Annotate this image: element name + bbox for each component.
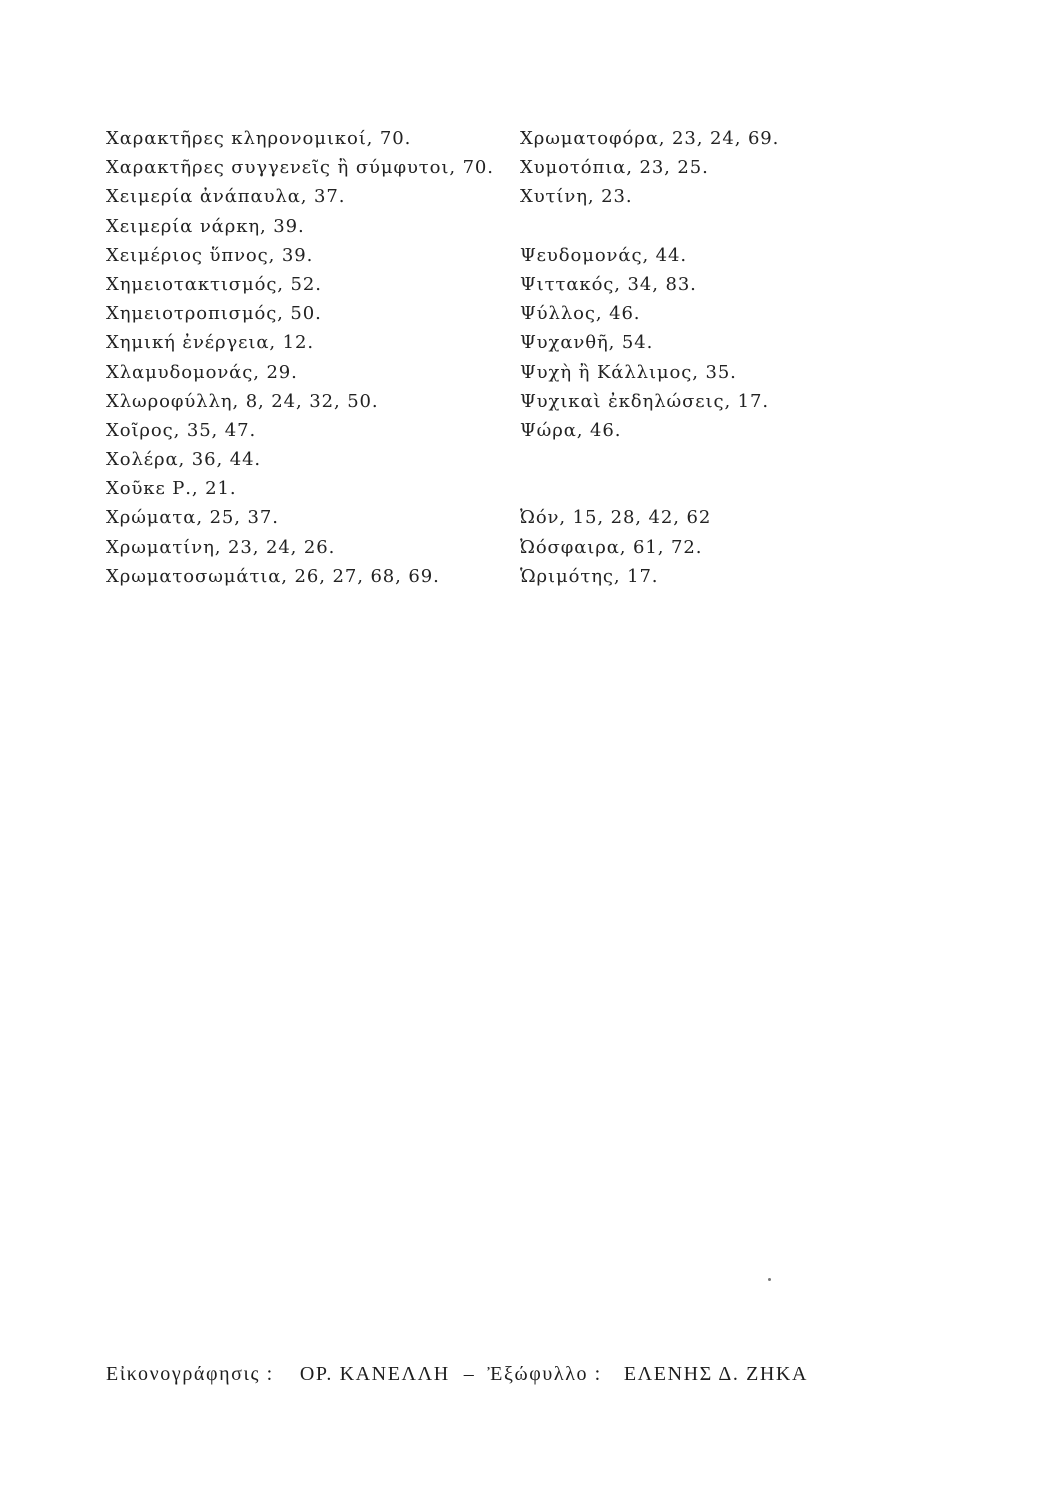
print-speck <box>768 1278 771 1281</box>
index-entry: Χαρακτῆρες συγγενεῖς ἢ σύμφυτοι, 70. <box>106 157 494 179</box>
index-entry: Χαρακτῆρες κληρονομικοί, 70. <box>106 128 412 149</box>
index-entry: Χρωματοφόρα, 23, 24, 69. <box>520 128 780 149</box>
index-entry: Χρωματίνη, 23, 24, 26. <box>106 536 336 558</box>
index-entry: Χειμερία ἀνάπαυλα, 37. <box>106 186 346 208</box>
index-entry: Ψυχὴ ἢ Κάλλιμος, 35. <box>520 361 737 383</box>
cover-artist-name: ΕΛΕΝΗΣ Δ. ΖΗΚΑ <box>623 1363 809 1385</box>
index-entry: Ὠόσφαιρα, 61, 72. <box>520 536 703 558</box>
index-entry: Χυμοτόπια, 23, 25. <box>520 157 709 179</box>
credits-dash: – <box>463 1363 476 1385</box>
index-entry: Χλωροφύλλη, 8, 24, 32, 50. <box>106 390 379 412</box>
index-entry: Χυτίνη, 23. <box>520 186 633 208</box>
index-entry: Χημειοτακτισμός, 52. <box>106 273 322 295</box>
index-entry: Χρωματοσωμάτια, 26, 27, 68, 69. <box>106 565 440 587</box>
index-entry: Ψυχανθῆ, 54. <box>520 332 654 354</box>
illustrator-name: ΟΡ. ΚΑΝΕΛΛΗ <box>299 1363 450 1385</box>
index-entry: Ψυχικαὶ ἐκδηλώσεις, 17. <box>520 390 770 412</box>
index-spacer <box>520 474 940 503</box>
cover-label: Ἐξώφυλλο : <box>487 1363 602 1385</box>
index-entry: Χλαμυδομονάς, 29. <box>106 361 298 383</box>
index-entry: Χειμερία νάρκη, 39. <box>106 215 305 237</box>
index-left-column <box>106 124 516 591</box>
index-entry: Χειμέριος ὕπνος, 39. <box>106 244 314 266</box>
index-entry: Χρώματα, 25, 37. <box>106 507 279 529</box>
index-entry: Ψευδομονάς, 44. <box>520 244 688 266</box>
index-right-column <box>520 124 940 591</box>
index-entry: Χοῦκε Ρ., 21. <box>106 478 237 500</box>
index-entry: Ψιττακός, 34, 83. <box>520 273 697 295</box>
index-entry: Ὠόν, 15, 28, 42, 62 <box>520 507 712 529</box>
index-entry: Ὡριμότης, 17. <box>520 565 659 587</box>
index-entry: Χοῖρος, 35, 47. <box>106 419 257 441</box>
index-entry: Χημική ἐνέργεια, 12. <box>106 332 314 354</box>
index-entry: Ψύλλος, 46. <box>520 303 641 325</box>
index-spacer <box>520 445 940 474</box>
index-spacer <box>520 212 940 241</box>
illustrations-label: Εἰκονογράφησις : <box>106 1363 274 1385</box>
credits-line <box>106 1360 926 1388</box>
index-entry: Ψώρα, 46. <box>520 419 622 441</box>
index-entry: Χολέρα, 36, 44. <box>106 449 262 471</box>
index-entry: Χημειοτροπισμός, 50. <box>106 303 322 325</box>
